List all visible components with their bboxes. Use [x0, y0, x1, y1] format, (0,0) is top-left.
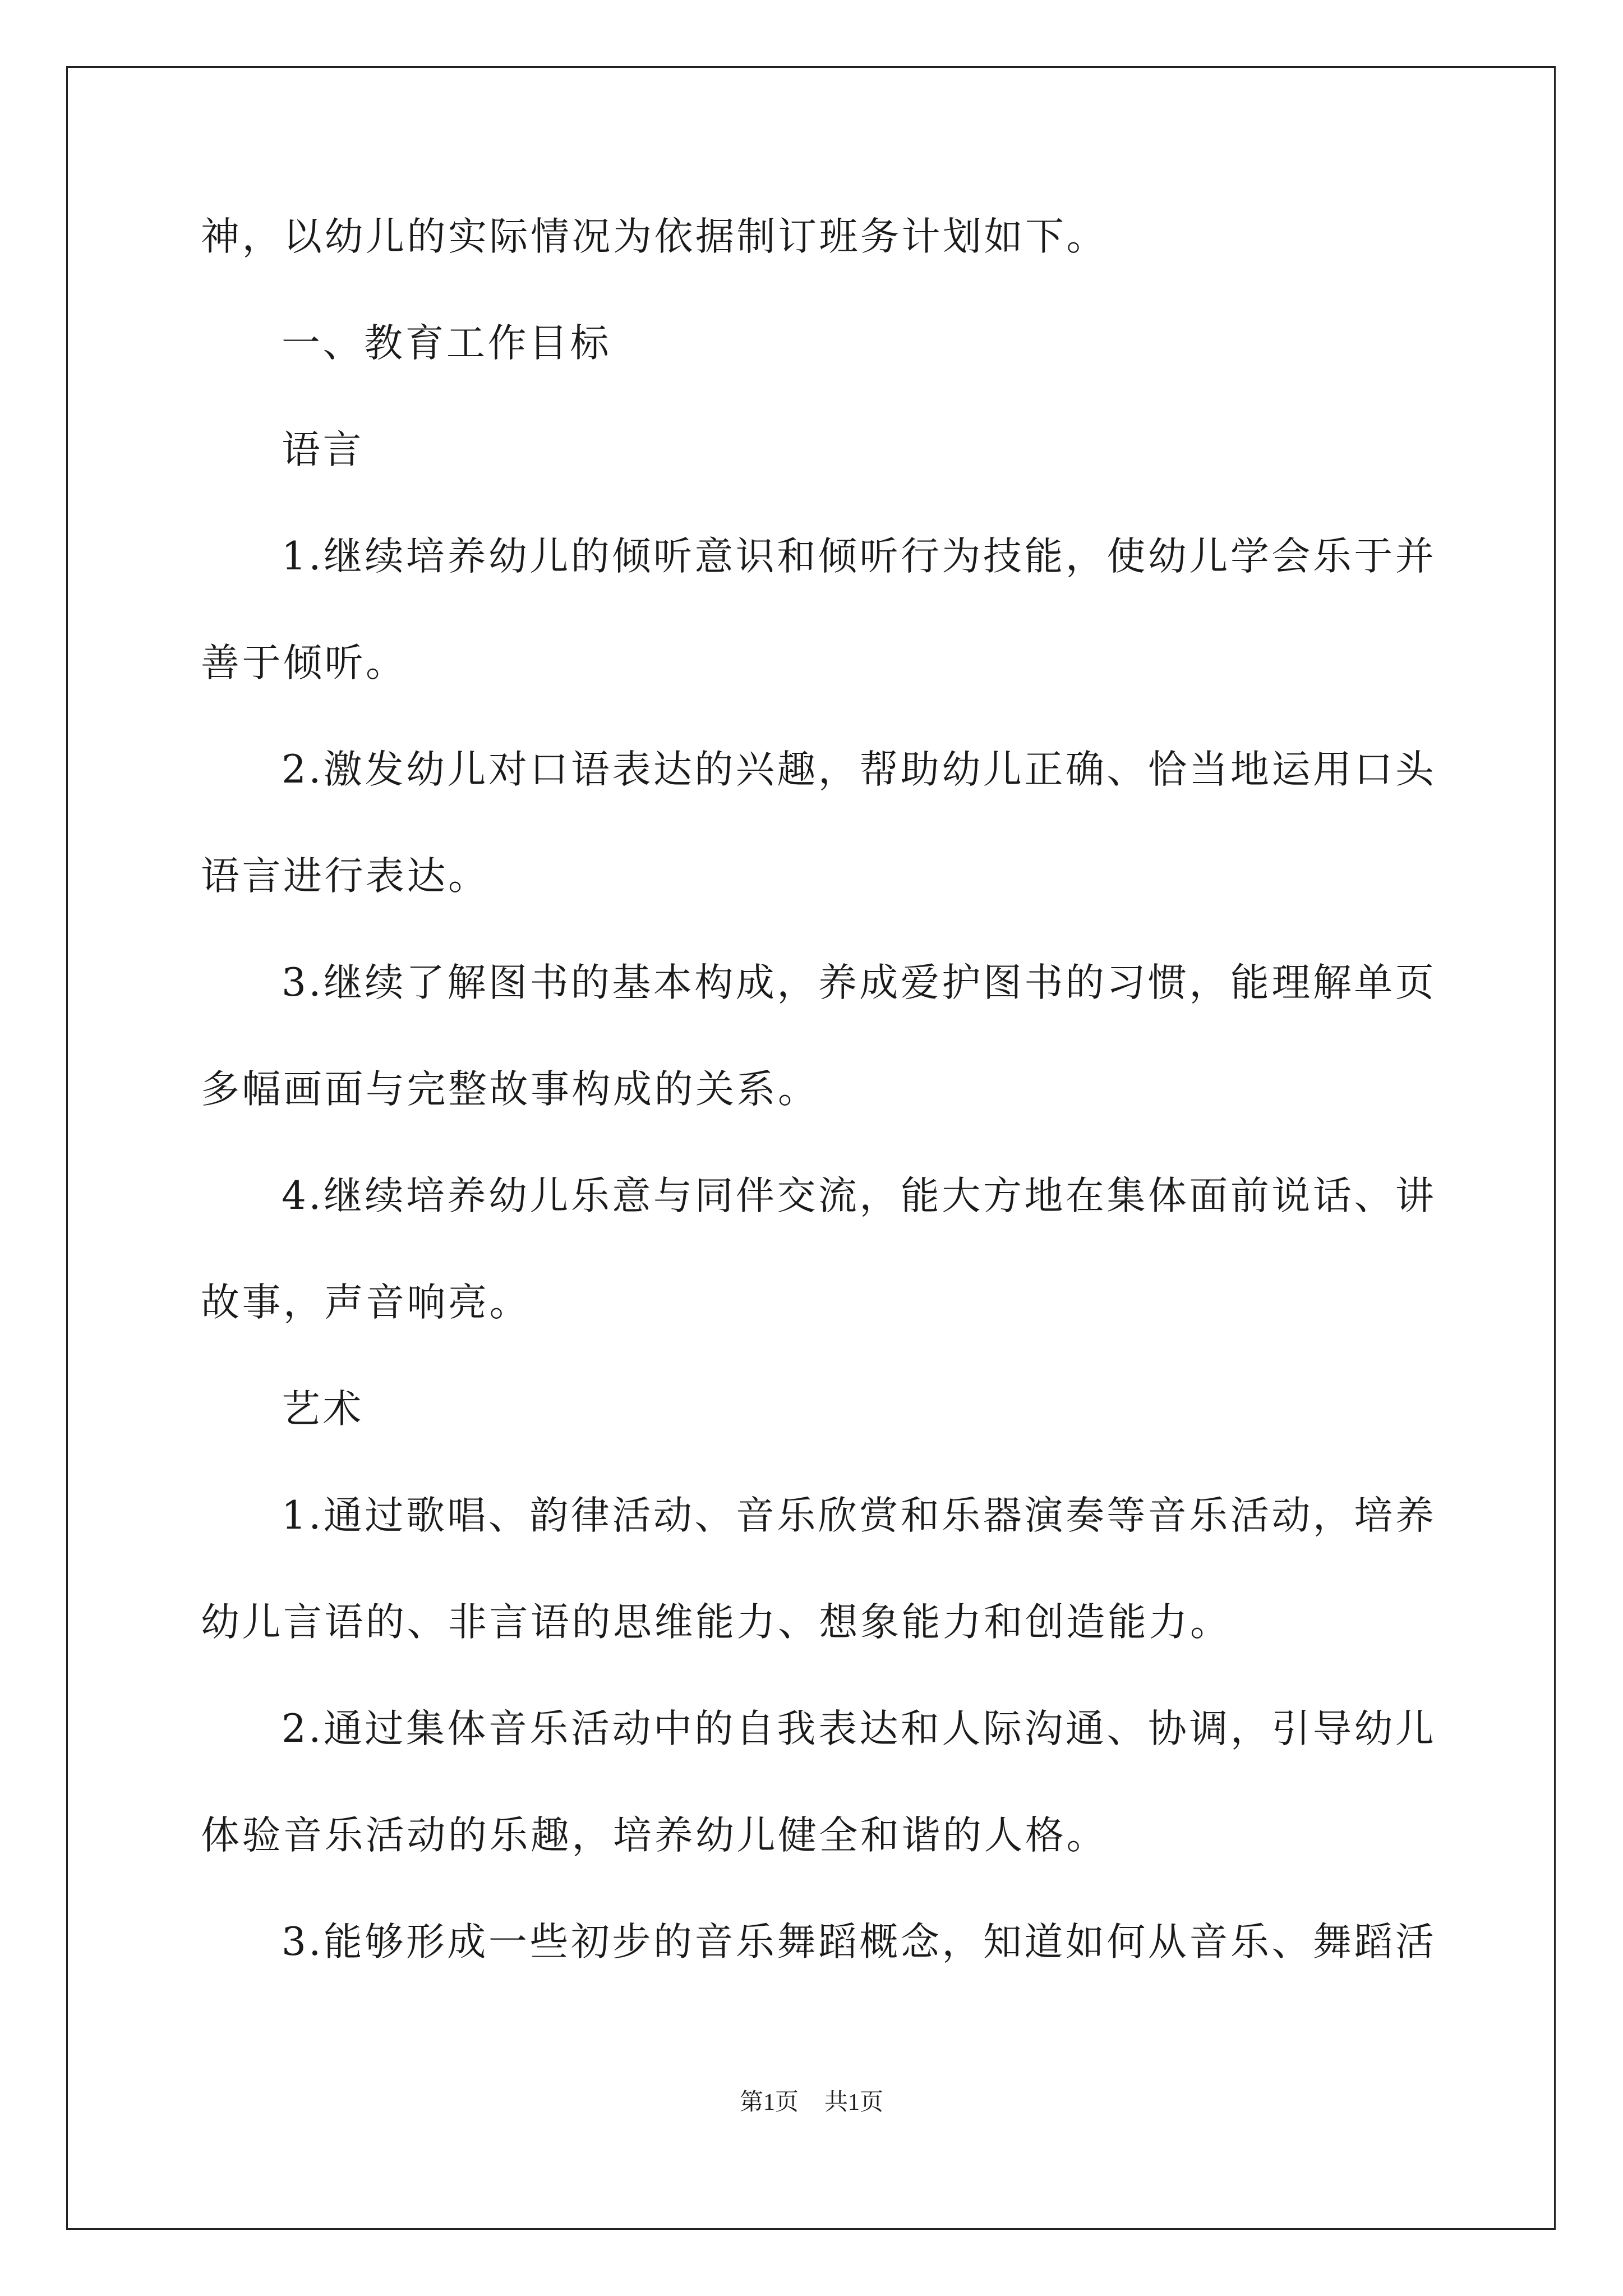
- list-item-line: 1.通过歌唱、韵律活动、音乐欣赏和乐器演奏等音乐活动，培养: [282, 1493, 1437, 1538]
- list-item-line: 3.能够形成一些初步的音乐舞蹈概念，知道如何从音乐、舞蹈活: [282, 1920, 1437, 1964]
- list-item-line: 多幅画面与完整故事构成的关系。: [201, 1067, 819, 1112]
- list-item-line: 体验音乐活动的乐趣，培养幼儿健全和谐的人格。: [201, 1813, 1108, 1858]
- subsection-heading: 语言: [282, 427, 364, 472]
- paragraph-line: 神，以幼儿的实际情况为依据制订班务计划如下。: [201, 214, 1108, 259]
- list-item-line: 2.通过集体音乐活动中的自我表达和人际沟通、协调，引导幼儿: [282, 1706, 1437, 1751]
- page-border: [66, 66, 1556, 2230]
- page-number-current: 第1页: [739, 2090, 799, 2115]
- subsection-heading: 艺术: [282, 1387, 364, 1432]
- list-item-line: 1.继续培养幼儿的倾听意识和倾听行为技能，使幼儿学会乐于并: [282, 534, 1437, 579]
- list-item-line: 善于倾听。: [201, 641, 407, 685]
- list-item-line: 2.激发幼儿对口语表达的兴趣，帮助幼儿正确、恰当地运用口头: [282, 747, 1437, 792]
- page-footer: [0, 2083, 1623, 2117]
- list-item-line: 故事，声音响亮。: [201, 1280, 531, 1325]
- list-item-line: 幼儿言语的、非言语的思维能力、想象能力和创造能力。: [201, 1600, 1232, 1645]
- list-item-line: 3.继续了解图书的基本构成，养成爱护图书的习惯，能理解单页: [282, 960, 1437, 1005]
- section-heading: 一、教育工作目标: [282, 321, 611, 366]
- list-item-line: 4.继续培养幼儿乐意与同伴交流，能大方地在集体面前说话、讲: [282, 1174, 1437, 1218]
- list-item-line: 语言进行表达。: [201, 854, 490, 899]
- page-number-total: 共1页: [824, 2090, 884, 2115]
